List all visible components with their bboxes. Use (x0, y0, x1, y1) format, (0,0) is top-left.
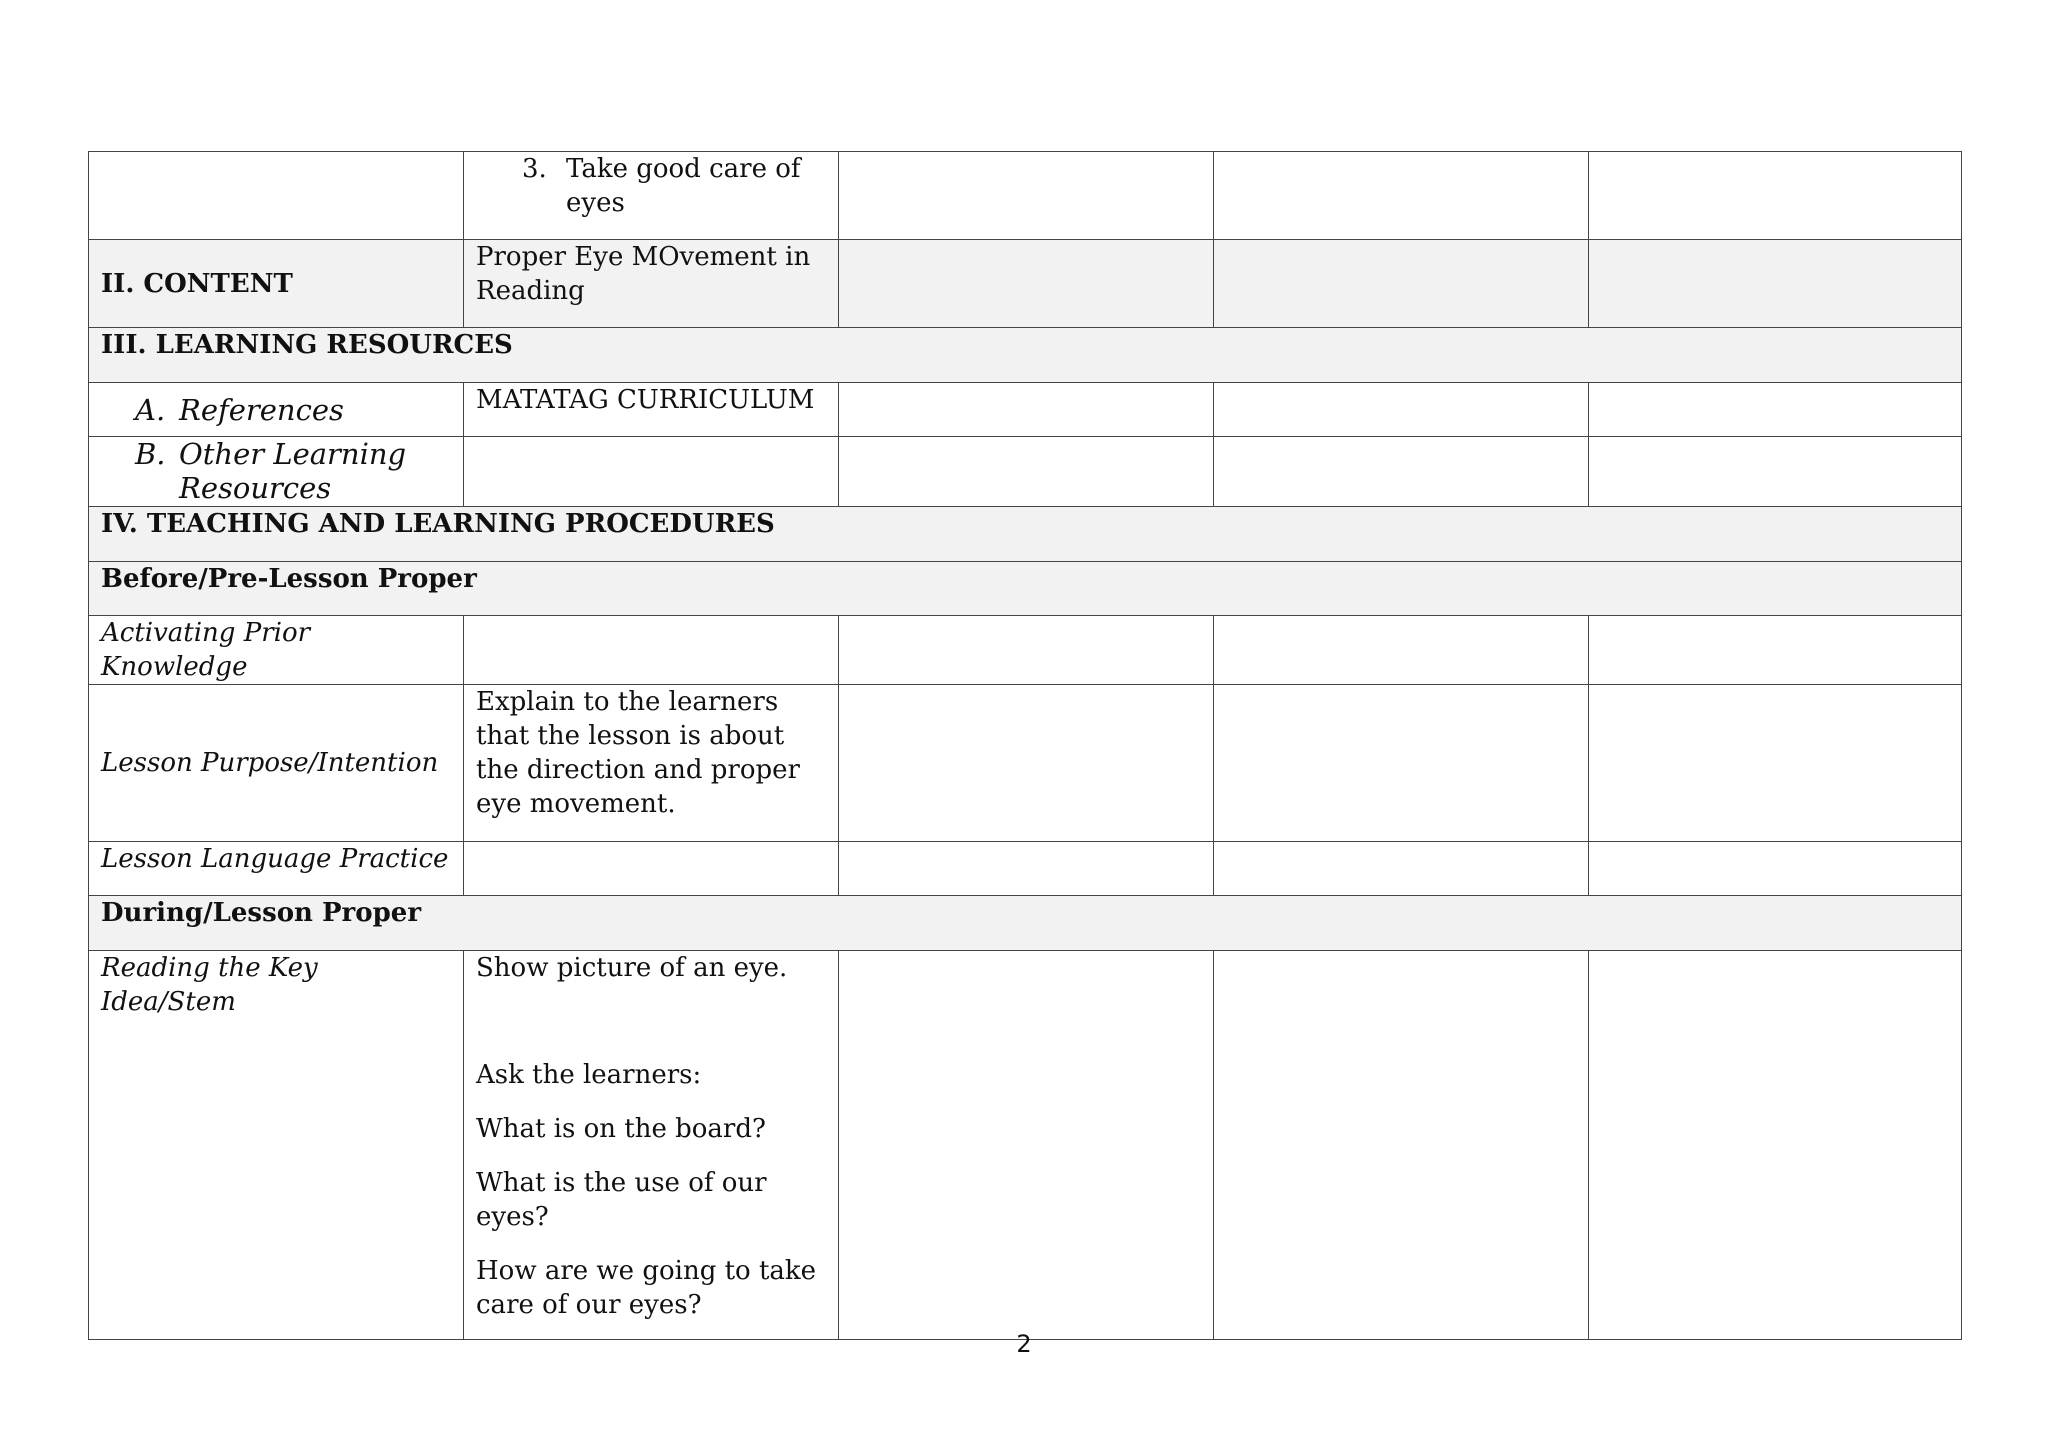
empty-cell (1589, 685, 1962, 842)
procedures-header: IV. TEACHING AND LEARNING PROCEDURES (89, 507, 1962, 562)
other-resources-label-text: Other Learning Resources (179, 437, 407, 505)
reading-label: Reading the Key Idea/Stem (89, 951, 464, 1340)
empty-cell (464, 437, 839, 507)
other-resources-row (89, 437, 1962, 507)
empty-cell (1214, 383, 1589, 437)
other-resources-label (101, 437, 451, 505)
reading-line: What is on the board? (476, 1114, 766, 1144)
empty-cell (839, 240, 1214, 328)
before-lesson-header: Before/Pre-Lesson Proper (89, 562, 1962, 616)
empty-cell (1214, 616, 1589, 685)
activating-label: Activating Prior Knowledge (89, 616, 464, 685)
references-value: MATATAG CURRICULUM (464, 383, 839, 437)
empty-cell (839, 616, 1214, 685)
language-label: Lesson Language Practice (89, 842, 464, 896)
procedures-header-row (89, 507, 1962, 562)
references-label (101, 393, 451, 427)
empty-cell (464, 842, 839, 896)
empty-cell (839, 383, 1214, 437)
references-label-cell (89, 383, 464, 437)
empty-cell (1214, 842, 1589, 896)
objective-item (476, 152, 826, 220)
activating-row (89, 616, 1962, 685)
empty-cell (1589, 152, 1962, 240)
empty-cell (1589, 240, 1962, 328)
reading-row (89, 951, 1962, 1340)
reading-line: Ask the learners: (476, 1060, 702, 1090)
purpose-label: Lesson Purpose/Intention (89, 685, 464, 842)
other-resources-label-cell (89, 437, 464, 507)
empty-cell (1589, 616, 1962, 685)
empty-cell (1214, 437, 1589, 507)
reading-lines-cell (464, 951, 839, 1340)
page-number: 2 (1016, 1330, 1032, 1358)
lesson-plan-table (88, 151, 1962, 1340)
empty-cell (1589, 951, 1962, 1340)
objective-item-number: 3. (522, 154, 547, 184)
empty-cell (839, 152, 1214, 240)
references-label-text: References (179, 392, 344, 427)
objective-row (89, 152, 1962, 240)
learning-resources-header: III. LEARNING RESOURCES (89, 328, 1962, 383)
learning-resources-header-row (89, 328, 1962, 383)
objective-item-text: Take good care of eyes (566, 154, 801, 218)
language-row (89, 842, 1962, 896)
purpose-row (89, 685, 1962, 842)
empty-cell (1214, 951, 1589, 1340)
reading-line: Show picture of an eye. (476, 953, 788, 983)
empty-cell (839, 842, 1214, 896)
empty-cell (464, 616, 839, 685)
empty-cell (1589, 383, 1962, 437)
reading-line: How are we going to take care of our eyes? (476, 1256, 817, 1320)
empty-cell (1589, 437, 1962, 507)
content-row (89, 240, 1962, 328)
empty-cell (839, 951, 1214, 1340)
empty-cell (1214, 685, 1589, 842)
during-lesson-header-row (89, 896, 1962, 951)
empty-cell (839, 685, 1214, 842)
references-letter: A. (135, 392, 166, 427)
empty-cell (839, 437, 1214, 507)
empty-cell (1214, 152, 1589, 240)
before-lesson-header-row (89, 562, 1962, 616)
other-resources-letter: B. (135, 437, 166, 471)
objective-item-cell (464, 152, 839, 240)
during-lesson-header: During/Lesson Proper (89, 896, 1962, 951)
reading-line: What is the use of our eyes? (476, 1168, 767, 1232)
content-label: II. CONTENT (89, 240, 464, 328)
empty-cell (1214, 240, 1589, 328)
empty-cell (1589, 842, 1962, 896)
purpose-value: Explain to the learners that the lesson is about the direction and proper eye movement. (464, 685, 839, 842)
content-value: Proper Eye MOvement in Reading (464, 240, 839, 328)
objective-label-cell (89, 152, 464, 240)
references-row (89, 383, 1962, 437)
